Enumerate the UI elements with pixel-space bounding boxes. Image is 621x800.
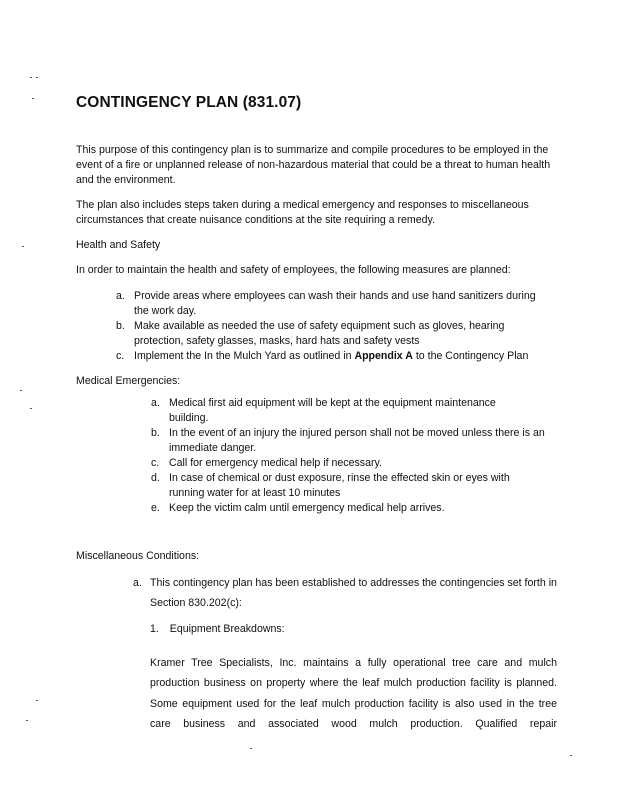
list-text: Keep the victim calm until emergency medical help arrives. <box>169 502 445 514</box>
health-safety-list <box>116 289 558 364</box>
list-item <box>151 426 561 456</box>
list-marker: e. <box>151 502 160 514</box>
list-text: Make available as needed the use of safety equipment such as gloves, hearing protection, safety glasses, masks, hard hats and safety vests <box>134 320 505 347</box>
scan-speck <box>20 390 22 391</box>
intro-paragraph-2: The plan also includes steps taken during a medical emergency and responses to miscellaneous circumstances that create nuisance conditions at the site requiring a remedy. <box>76 199 529 226</box>
medical-list <box>151 396 561 516</box>
list-text <box>134 349 558 364</box>
equipment-paragraph: Kramer Tree Specialists, Inc. maintains a fully operational tree care and mulch production business on property where the leaf mulch production facility is planned. Some equipment used for the leaf mulch production facility is also used in the tree care business and associated wood mulch production. Qualified repair <box>150 657 557 730</box>
list-item <box>151 471 561 501</box>
scan-speck <box>570 755 572 756</box>
scan-speck <box>30 77 32 78</box>
list-text: Equipment Breakdowns: <box>169 623 285 635</box>
text: Implement the In the Mulch Yard as outlined in <box>134 350 355 362</box>
list-item <box>116 289 558 319</box>
scan-speck <box>30 408 32 409</box>
list-text: Provide areas where employees can wash their hands and use hand sanitizers during the work day. <box>134 290 536 317</box>
list-item <box>151 456 561 471</box>
list-marker: a. <box>116 290 125 302</box>
health-safety-heading: Health and Safety <box>76 239 161 251</box>
list-marker: c. <box>116 350 125 362</box>
medical-heading: Medical Emergencies: <box>76 375 181 387</box>
scan-speck <box>32 98 34 99</box>
list-item <box>151 396 561 426</box>
page-title: CONTINGENCY PLAN (831.07) <box>76 94 302 111</box>
intro-paragraph-1: This purpose of this contingency plan is to summarize and compile procedures to be employed in the event of a fire or unplanned release of non-hazardous material that could be a threat to human health and the environment. <box>76 144 551 186</box>
scan-speck <box>26 720 28 721</box>
scan-speck <box>36 700 38 701</box>
list-item <box>116 319 558 349</box>
appendix-reference: Appendix A <box>354 350 413 362</box>
list-text: Call for emergency medical help if necessary. <box>169 457 382 469</box>
list-text: Medical first aid equipment will be kept at the equipment maintenance building. <box>169 397 496 424</box>
list-item <box>151 501 561 516</box>
list-marker: b. <box>116 320 125 332</box>
misc-sub-item-1 <box>150 622 285 637</box>
list-marker: d. <box>151 472 160 484</box>
health-safety-lead: In order to maintain the health and safety of employees, the following measures are planned: <box>76 264 511 276</box>
list-marker: a. <box>151 397 160 409</box>
text: to the Contingency Plan <box>412 350 529 362</box>
list-marker: c. <box>151 457 160 469</box>
list-text: In case of chemical or dust exposure, rinse the effected skin or eyes with running water for at least 10 minutes <box>169 472 510 499</box>
list-item <box>116 349 558 364</box>
misc-heading: Miscellaneous Conditions: <box>76 550 200 562</box>
list-text: This contingency plan has been established to addresses the contingencies set forth in Section 830.202(c): <box>150 577 557 609</box>
list-text: In the event of an injury the injured person shall not be moved unless there is an immediate danger. <box>169 427 545 454</box>
misc-item-a <box>133 573 558 613</box>
list-marker: 1. <box>150 623 159 635</box>
scan-speck <box>22 246 24 247</box>
scan-speck <box>36 77 38 78</box>
scan-speck <box>250 748 252 749</box>
list-marker: b. <box>151 427 160 439</box>
list-marker: a. <box>133 577 142 589</box>
